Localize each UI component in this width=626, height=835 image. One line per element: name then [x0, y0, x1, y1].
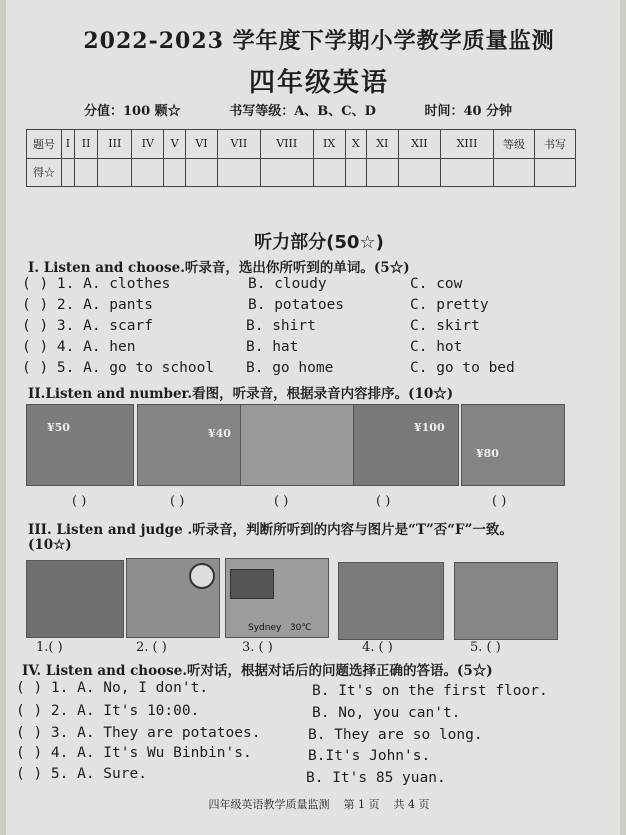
answer-blank[interactable]: ( ) — [492, 494, 507, 509]
part4-item-2-b: B. No, you can't. — [312, 705, 461, 721]
listening-section-title: 听力部分(50☆) — [254, 232, 384, 253]
clock-icon — [189, 563, 215, 589]
score-cell[interactable] — [62, 158, 75, 187]
australia-flag-icon — [230, 569, 274, 599]
part4-item-1-b: B. It's on the first floor. — [312, 683, 548, 699]
part4-heading: IV. Listen and choose.听对话，根据对话后的问题选择正确的答语。(5☆) — [22, 663, 493, 679]
scene-picture — [126, 558, 220, 638]
writing-grade: 书写等级：A、B、C、D — [229, 104, 376, 119]
clothing-picture — [461, 404, 565, 486]
clothing-picture — [353, 404, 459, 486]
scene-picture — [454, 562, 558, 640]
answer-blank[interactable]: ( ) — [170, 494, 185, 509]
exam-title: 2022-2023 学年度下学期小学教学质量监测 — [83, 28, 555, 54]
price-tag: ¥40 — [208, 427, 231, 440]
score-col: III — [98, 130, 132, 159]
score-col: 书写 — [535, 130, 576, 159]
score-cell[interactable] — [345, 158, 366, 187]
score-col: XII — [398, 130, 440, 159]
part4-item-2-a: ( ) 2. A. It's 10:00. — [16, 703, 200, 719]
answer-blank[interactable]: ( ) — [274, 494, 289, 509]
score-cell[interactable] — [398, 158, 440, 187]
score-col: 等级 — [494, 130, 535, 159]
score-table-score-row — [27, 158, 576, 187]
judge-blank[interactable]: 2. ( ) — [136, 640, 167, 655]
score-col: VI — [185, 130, 217, 159]
part1-item-1-b: B. cloudy — [248, 276, 327, 292]
score-cell[interactable] — [74, 158, 97, 187]
answer-blank[interactable]: ( ) — [72, 494, 87, 509]
score-total: 分值：100 颗☆ — [84, 104, 181, 119]
part2-heading: II.Listen and number.看图，听录音，根据录音内容排序。(10☆) — [28, 386, 454, 402]
part1-item-4-b: B. hat — [246, 339, 299, 355]
part1-item-2-c: C. pretty — [410, 297, 489, 313]
part4-item-1-a: ( ) 1. A. No, I don't. — [16, 680, 209, 696]
part1-item-3-b: B. shirt — [246, 318, 316, 334]
part1-item-5-b: B. go home — [246, 360, 334, 376]
score-cell[interactable] — [164, 158, 186, 187]
score-cell[interactable] — [441, 158, 494, 187]
score-col: X — [345, 130, 366, 159]
score-cell[interactable] — [218, 158, 261, 187]
score-col: IX — [313, 130, 345, 159]
score-col: V — [164, 130, 186, 159]
score-col: VII — [218, 130, 261, 159]
score-table-header-row — [27, 130, 576, 159]
judge-blank[interactable]: 1.( ) — [36, 640, 63, 655]
part1-item-3-c: C. skirt — [410, 318, 480, 334]
part1-item-4-a: ( ) 4. A. hen — [22, 339, 136, 355]
score-col: XIII — [441, 130, 494, 159]
score-cell[interactable] — [132, 158, 164, 187]
score-col: I — [62, 130, 75, 159]
city-temperature: Sydney 30℃ — [248, 623, 312, 633]
scene-picture — [225, 558, 329, 638]
score-cell[interactable] — [185, 158, 217, 187]
exam-meta — [84, 100, 512, 119]
part4-item-4-b: B.It's John's. — [308, 748, 431, 764]
score-table-row-label: 得☆ — [27, 158, 62, 187]
score-cell[interactable] — [535, 158, 576, 187]
exam-paper — [6, 0, 620, 835]
part4-item-4-a: ( ) 4. A. It's Wu Binbin's. — [16, 745, 252, 761]
score-table-row-label: 题号 — [27, 130, 62, 159]
clothing-picture — [26, 404, 134, 486]
part3-heading: III. Listen and judge .听录音，判断所听到的内容与图片是“T”否“F”一致。 — [28, 522, 513, 538]
score-table — [26, 129, 576, 187]
judge-blank[interactable]: 3. ( ) — [242, 640, 273, 655]
part4-item-3-a: ( ) 3. A. They are potatoes. — [16, 725, 261, 741]
part4-item-5-b: B. It's 85 yuan. — [306, 770, 446, 786]
scene-picture — [338, 562, 444, 640]
part1-item-3-a: ( ) 3. A. scarf — [22, 318, 153, 334]
part3-heading-points: (10☆) — [28, 537, 72, 553]
part4-item-5-a: ( ) 5. A. Sure. — [16, 766, 147, 782]
part1-item-5-c: C. go to bed — [410, 360, 515, 376]
price-tag: ¥80 — [476, 447, 499, 460]
price-tag: ¥50 — [47, 421, 70, 434]
score-cell[interactable] — [366, 158, 398, 187]
judge-blank[interactable]: 5. ( ) — [470, 640, 501, 655]
answer-blank[interactable]: ( ) — [376, 494, 391, 509]
score-col: VIII — [260, 130, 313, 159]
part1-item-1-a: ( ) 1. A. clothes — [22, 276, 171, 292]
score-col: IV — [132, 130, 164, 159]
scene-picture — [26, 560, 124, 638]
score-cell[interactable] — [98, 158, 132, 187]
exam-subtitle: 四年级英语 — [248, 68, 389, 98]
part1-item-1-c: C. cow — [410, 276, 463, 292]
score-cell[interactable] — [260, 158, 313, 187]
price-tag: ¥100 — [414, 421, 445, 434]
score-cell[interactable] — [494, 158, 535, 187]
part1-item-5-a: ( ) 5. A. go to school — [22, 360, 215, 376]
clothing-picture — [137, 404, 241, 486]
score-col: II — [74, 130, 97, 159]
score-cell[interactable] — [313, 158, 345, 187]
part1-item-2-b: B. potatoes — [248, 297, 345, 313]
part4-item-3-b: B. They are so long. — [308, 727, 483, 743]
part1-heading: I. Listen and choose.听录音，选出你所听到的单词。(5☆) — [28, 260, 410, 276]
judge-blank[interactable]: 4. ( ) — [362, 640, 393, 655]
clothing-picture — [240, 404, 354, 486]
part1-item-2-a: ( ) 2. A. pants — [22, 297, 153, 313]
exam-time: 时间：40 分钟 — [424, 104, 513, 119]
page-footer: 四年级英语教学质量监测 第 1 页 共 4 页 — [208, 798, 430, 811]
score-col: XI — [366, 130, 398, 159]
part1-item-4-c: C. hot — [410, 339, 463, 355]
